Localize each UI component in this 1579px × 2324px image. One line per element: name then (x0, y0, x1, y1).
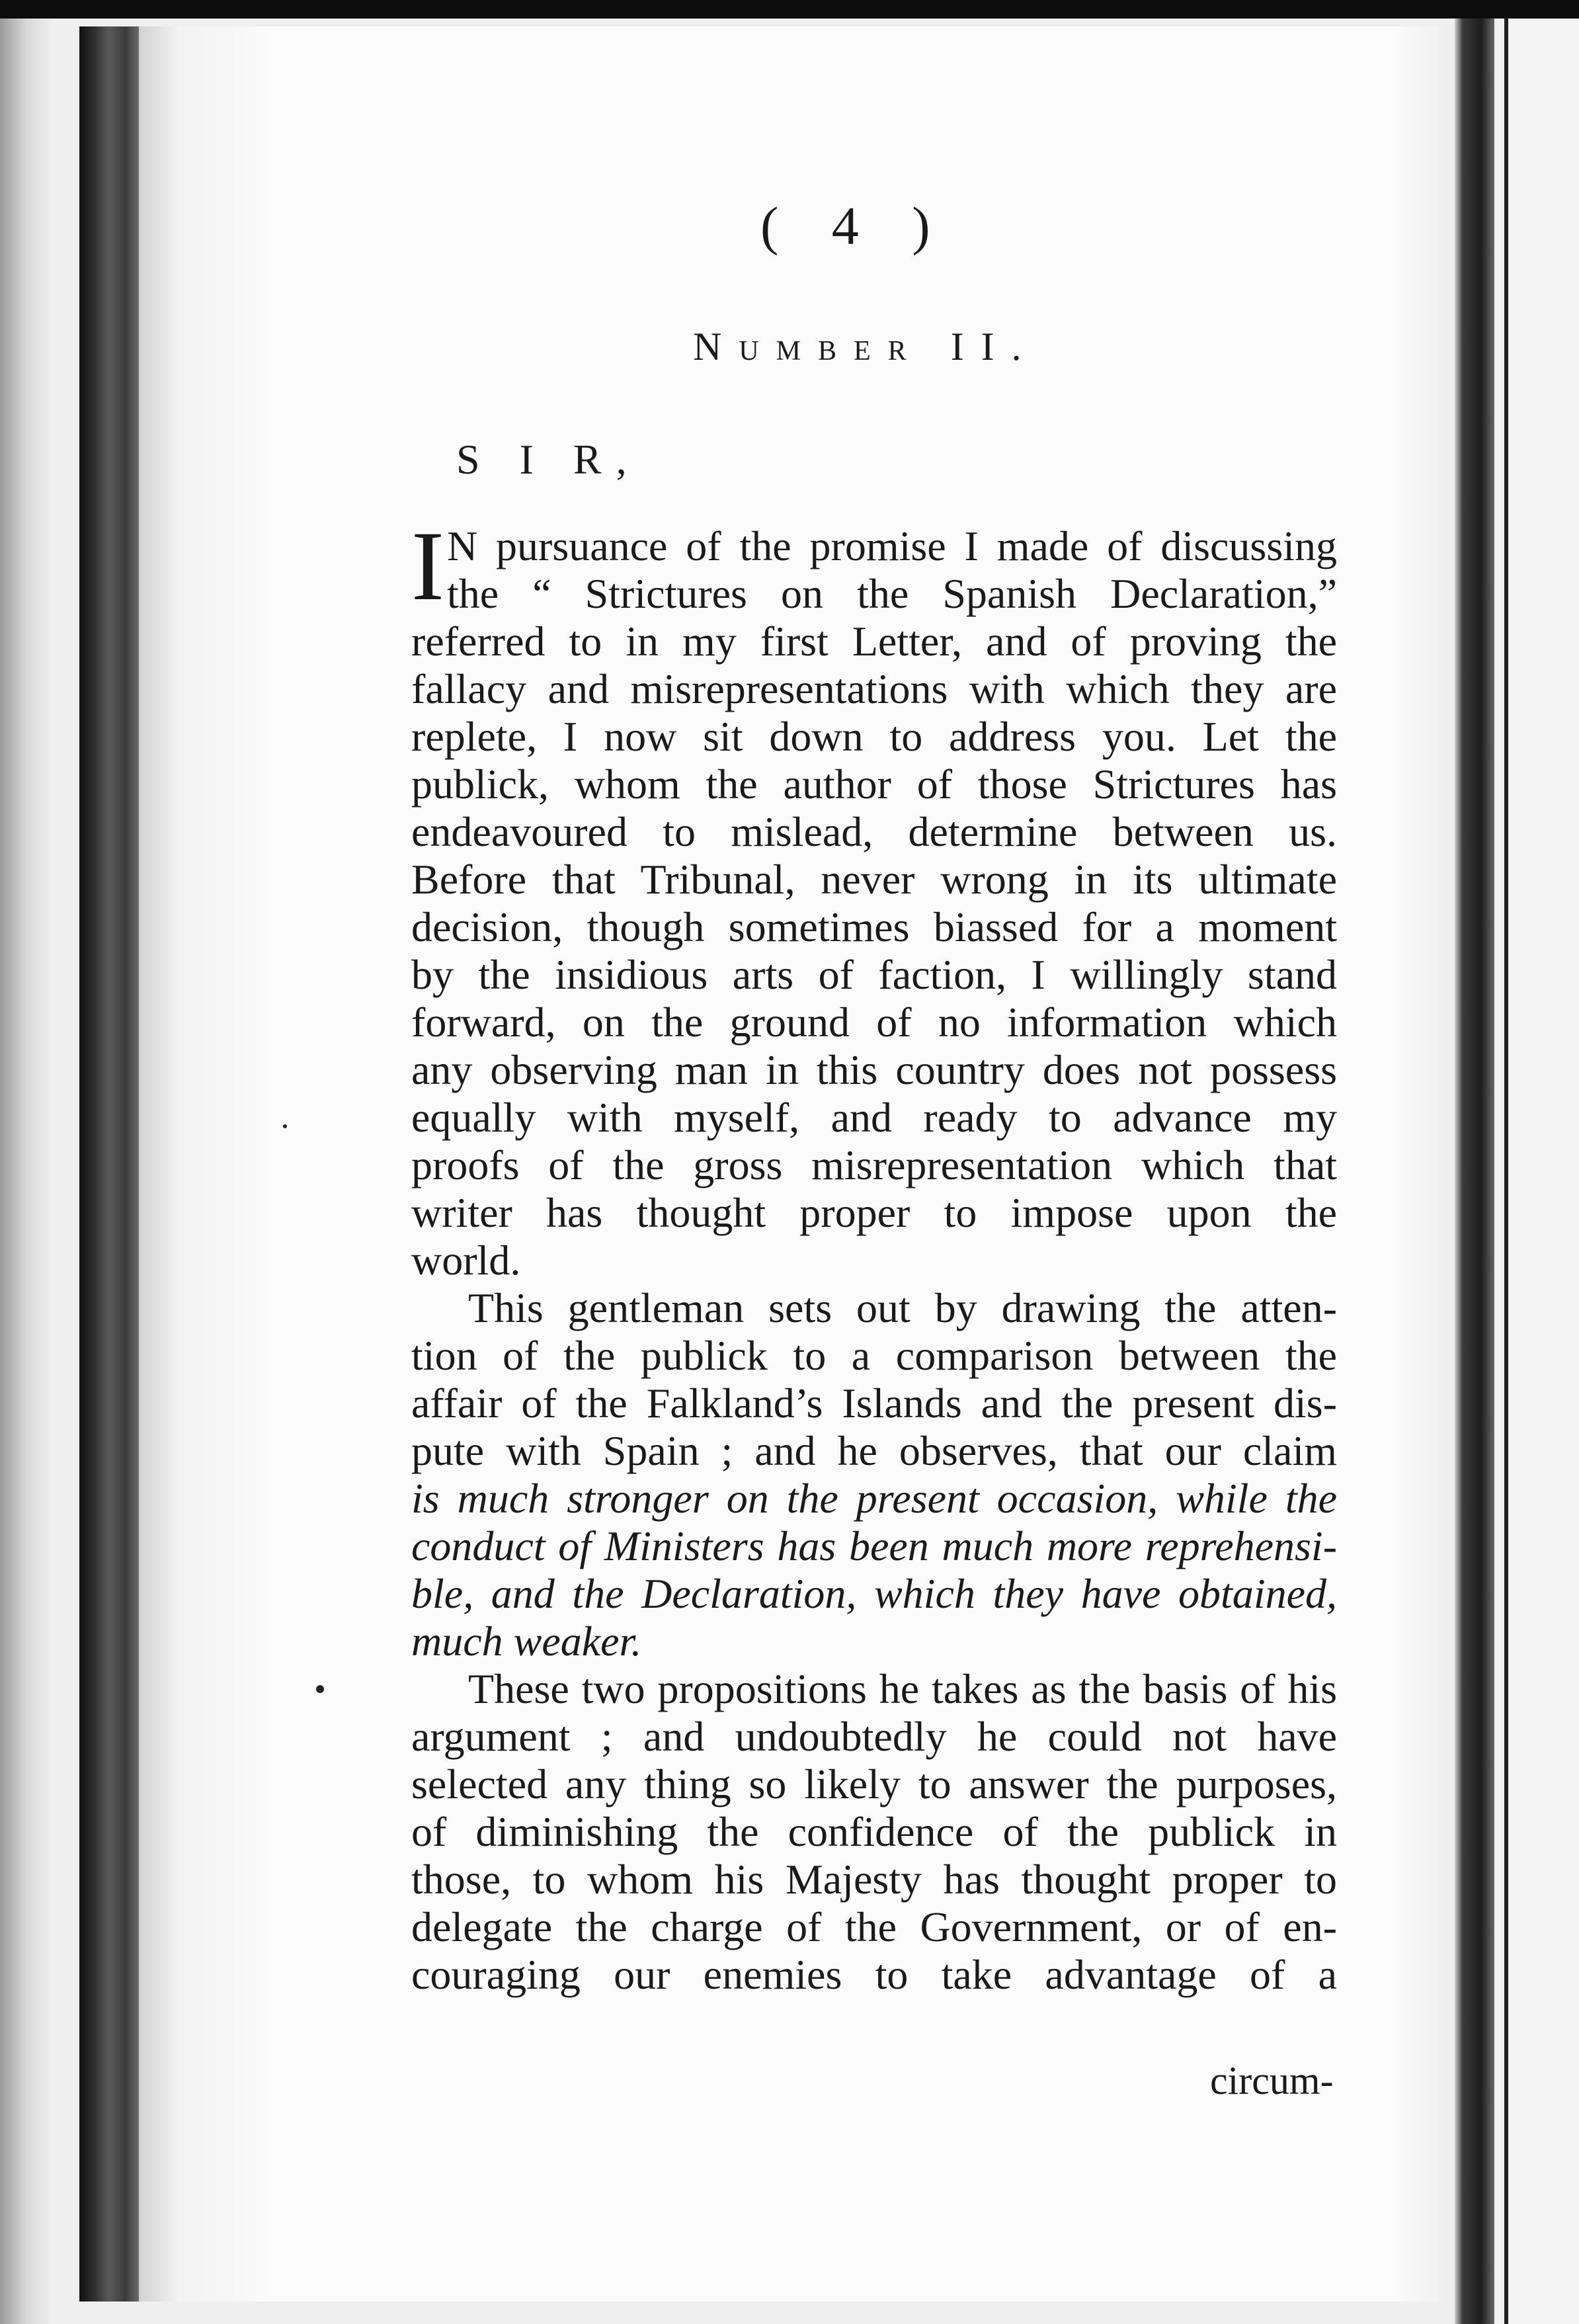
italic-text-line: much weaker. (411, 1618, 642, 1665)
text-line: affair of the Falkland’s Islands and the present dis- (411, 1380, 1337, 1427)
ink-speck (283, 1124, 287, 1128)
text-line: pute with Spain ; and he observes, that our claim (411, 1427, 1337, 1474)
paragraph-2 (411, 1284, 1337, 1665)
salutation: S I R, (456, 436, 641, 483)
italic-text-line: is much stronger on the present occasion, while the (411, 1475, 1337, 1522)
text-line: publick, whom the author of those Strictures has (411, 761, 1337, 808)
text-line: fallacy and misrepresentations with which they are (411, 665, 1337, 712)
drop-cap: I (411, 511, 444, 621)
text-line: N pursuance of the promise I made of discussing (446, 522, 1337, 569)
text-line: proofs of the gross misrepresentation which that (411, 1141, 1337, 1188)
text-line: any observing man in this country does not possess (411, 1046, 1337, 1093)
facing-page-line (1504, 19, 1508, 2324)
text-line: tion of the publick to a comparison between the (411, 1332, 1337, 1379)
paragraph-1 (411, 511, 1337, 1284)
text-line: by the insidious arts of faction, I willingly stand (411, 951, 1337, 998)
text-line: referred to in my first Letter, and of proving the (411, 618, 1337, 665)
italic-text-line: ble, and the Declaration, which they have obtained, (411, 1570, 1337, 1617)
text-line: equally with myself, and ready to advance my (411, 1094, 1337, 1141)
paragraph-3 (411, 1665, 1337, 1999)
italic-text-line: conduct of Ministers has been much more reprehensi- (411, 1522, 1337, 1569)
catchword: circum- (1210, 2059, 1334, 2102)
text-line: world. (411, 1237, 521, 1284)
text-line: argument ; and undoubtedly he could not have (411, 1713, 1337, 1760)
text-line: replete, I now sit down to address you. Let the (411, 713, 1337, 760)
ink-speck (316, 1685, 324, 1693)
text-line: of diminishing the confidence of the publick in (411, 1808, 1337, 1855)
text-line: This gentleman sets out by drawing the atten- (468, 1284, 1337, 1331)
text-line: couraging our enemies to take advantage of a (411, 1951, 1337, 1998)
scan-top-edge (0, 0, 1579, 19)
text-line: These two propositions he takes as the basis of his (468, 1665, 1337, 1712)
text-line: forward, on the ground of no information which (411, 999, 1337, 1046)
text-line: selected any thing so likely to answer the purposes, (411, 1761, 1337, 1807)
text-line: writer has thought proper to impose upon the (411, 1189, 1337, 1236)
page-number-header: ( 4 ) (760, 196, 950, 256)
page-edge-shadow (1455, 19, 1494, 2324)
text-line: delegate the charge of the Government, or of en- (411, 1903, 1337, 1950)
text-line: Before that Tribunal, never wrong in its ultimate (411, 856, 1337, 903)
text-line: decision, though sometimes biassed for a moment (411, 903, 1337, 950)
section-title: Number II. (693, 325, 1039, 368)
text-line: endeavoured to mislead, determine between us. (411, 808, 1337, 855)
text-line: the “ Strictures on the Spanish Declaration,” (446, 570, 1337, 617)
text-line: those, to whom his Majesty has thought proper to (411, 1856, 1337, 1903)
